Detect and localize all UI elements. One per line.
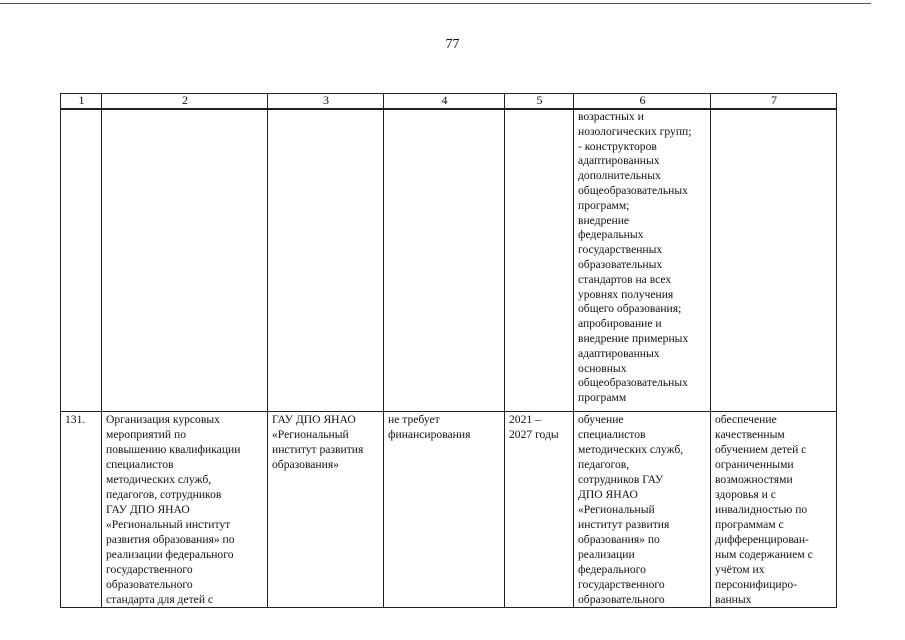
financing-cell: не требует финансирования (384, 412, 505, 608)
table-row (61, 412, 837, 608)
measure-cell: Организация курсовых мероприятий по повышению квалификации специалистов методических служб, педагогов, сотрудников ГАУ ДПО ЯНАО «Региональный институт развития образования» по реализации федерального государственного образовательного стандарта для детей с (102, 412, 268, 608)
period-cell: 2021 – 2027 годы (505, 412, 574, 608)
column-header-1: 1 (61, 94, 102, 110)
result-cell (711, 109, 837, 412)
header-row (61, 94, 837, 110)
column-header-6: 6 (574, 94, 711, 110)
measure-cell (102, 109, 268, 412)
column-header-5: 5 (505, 94, 574, 110)
top-rule (0, 3, 871, 4)
column-header-7: 7 (711, 94, 837, 110)
executor-cell (268, 109, 384, 412)
table-row (61, 109, 837, 412)
row-number (61, 109, 102, 412)
column-header-2: 2 (102, 94, 268, 110)
measures-table (60, 93, 837, 608)
content-cell: возрастных и нозологических групп; - конструкторов адаптированных дополнительных общеобразовательных программ; внедрение федеральных государственных образовательных стандартов на всех уровнях получения общего образования; апробирование и внедрение примерных адаптированных основных общеобразовательных программ (574, 109, 711, 412)
page-number: 77 (445, 37, 460, 52)
period-cell (505, 109, 574, 412)
column-header-4: 4 (384, 94, 505, 110)
result-cell: обеспечение качественным обучением детей с ограниченными возможностями здоровья и с инвалидностью по программам с дифференцирован- ным содержанием с учётом их персонифициро- ванных (711, 412, 837, 608)
row-number: 131. (61, 412, 102, 608)
column-header-3: 3 (268, 94, 384, 110)
financing-cell (384, 109, 505, 412)
executor-cell: ГАУ ДПО ЯНАО «Региональный институт развития образования» (268, 412, 384, 608)
content-cell: обучение специалистов методических служб, педагогов, сотрудников ГАУ ДПО ЯНАО «Региональный институт развития образования» по реализации федерального государственного образовательного (574, 412, 711, 608)
